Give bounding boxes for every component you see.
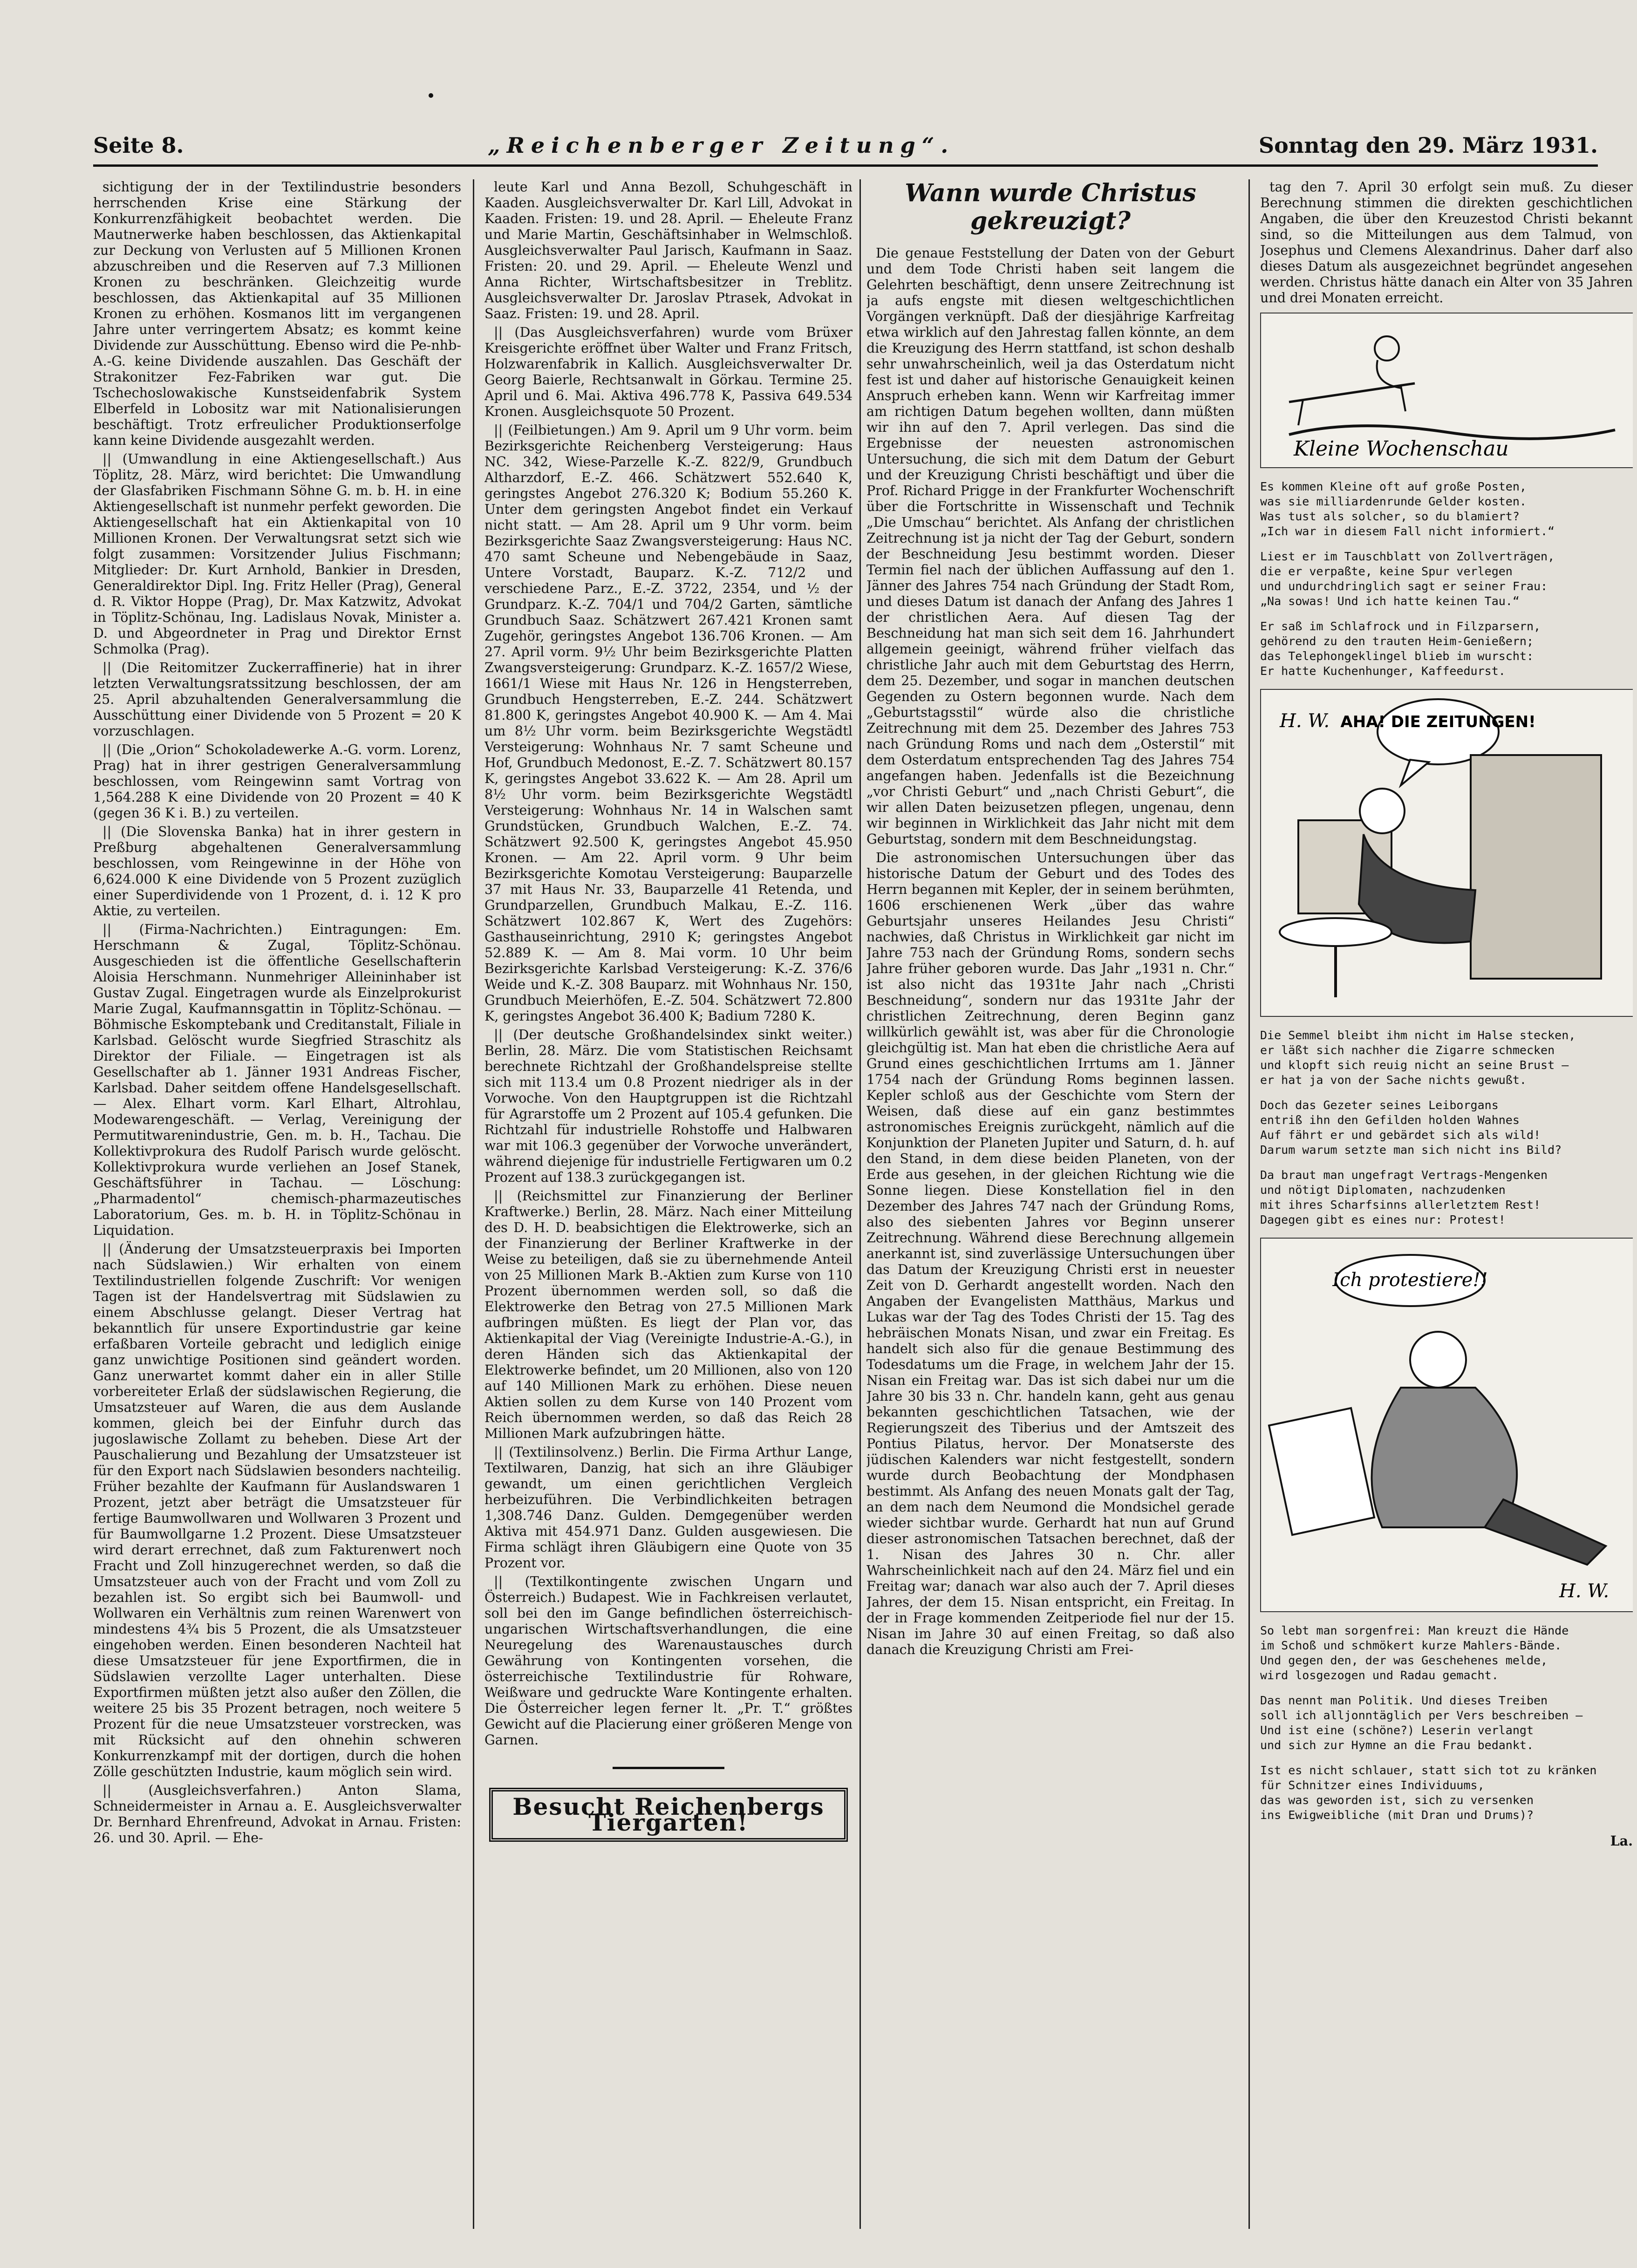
artist-signature: H. W. xyxy=(1559,1580,1610,1602)
column-rule xyxy=(859,179,861,2229)
speech-bubble: AHA! DIE ZEITUNGEN! xyxy=(1340,713,1536,731)
cartoon-protester-illustration xyxy=(1260,1238,1633,1612)
verse-stanza: Liest er im Tauschblatt von Zollverträgen, die er verpaßte, keine Spur verlegen und undurchdringlich sagt er seiner Frau: „Na sowas! Und ich hatte keinen Tau.“ xyxy=(1260,550,1555,608)
article-paragraph: || (Der deutsche Großhandelsindex sinkt weiter.) Berlin, 28. März. Die vom Statistischen Reichsamt berechnete Richtzahl der Großhandelspreise stellte sich mit 113.4 um 0.8 Prozent niedriger als in der Vorwoche. Von den Hauptgruppen ist die Richtzahl für Agrarstoffe um 2 Prozent auf 105.4 gefunken. Die Richtzahl für industrielle Rohstoffe und Halbwaren war mit 106.3 gegenüber der Vorwoche unverändert, während diejenige für industrielle Fertigwaren um 0.2 Prozent auf 138.3 zurückgegangen ist. xyxy=(484,1027,853,1185)
verse-stanza: Die Semmel bleibt ihm nicht im Halse stecken, er läßt sich nachher die Zigarre schmecken und klopft sich reuig nicht an seine Brust — er hat ja von der Sache nichts gewußt. xyxy=(1260,1028,1576,1087)
column-weekly-review xyxy=(1260,179,1633,2229)
print-speck xyxy=(429,93,433,98)
article-paragraph: || (Änderung der Umsatzsteuerpraxis bei Importen nach Südslawien.) Wir erhalten von einem Textilindustriellen folgende Zuschrift: Vor wenigen Tagen ist der Handelsvertrag mit Südslawien zu einem Abschlusse gelangt. Dieser Vertrag hat bekanntlich für unsere Exportindustrie gar keine erfaßbaren Vorteile gebracht und lediglich einige ganz unwichtige Positionen sind geändert worden. Ganz unerwartet kommt daher ein in aller Stille vorbereiteter Erlaß der südslawischen Regierung, die Umsatzsteuer auf Waren, die aus dem Auslande kommen, gleich bei der Einfuhr durch das jugoslawische Zollamt zu beheben. Diese Art der Pauschalierung und Bezahlung der Umsatzsteuer ist für den Export nach Südslawien besonders nachteilig. Früher bezahlte der Kaufmann für Auslandswaren 1 Prozent, jetzt aber beträgt die Umsatzsteuer für fertige Baumwollwaren und Wollwaren 3 Prozent und für Baumwollgarne 1.2 Prozent. Diese Umsatzsteuer wird derart errechnet, daß zum Fakturenwert noch Fracht und Zoll hinzugerechnet werden, so daß die Umsatzsteuer auch von der Fracht und vom Zoll zu bezahlen ist. So ergibt sich bei Baumwoll- und Wollwaren ein Verhältnis zum reinen Warenwert von mindestens 4¾ bis 5 Prozent, die als Umsatzsteuer eingehoben werden. Einen besonderen Nachteil hat diese Umsatzsteuer für jene Exportfirmen, die in Südslawien verzollte Lager unterhalten. Diese Exportfirmen müßten jetzt also außer den Zöllen, die weitere 25 bis 35 Prozent betragen, noch weitere 5 Prozent für die neue Umsatzsteuer vorstrecken, was mit Rücksicht auf den ohnehin schweren Konkurrenzkampf mit der dortigen, durch die hohen Zölle geschützten Industrie, kaum möglich sein wird. xyxy=(93,1241,461,1779)
cartoon-caption: Kleine Wochenschau xyxy=(1294,437,1509,461)
issue-date: Sonntag den 29. März 1931. xyxy=(1258,133,1598,158)
page-number: Seite 8. xyxy=(93,133,184,158)
article-paragraph: || (Feilbietungen.) Am 9. April um 9 Uhr vorm. beim Bezirksgerichte Reichenberg Versteigerung: Haus NC. 342, Wiese-Parzelle K.-Z. 822/9, Grundbuch Altharzdorf, E.-Z. 466. Schätzwert 552.640 K, geringstes Angebot 276.320 K; Bodium 55.260 K. Unter dem geringsten Angebot findet ein Verkauf nicht statt. — Am 28. April um 9 Uhr vorm. beim Bezirksgerichte Saaz Zwangsversteigerung: Haus NC. 470 samt Scheune und Nebengebäude in Saaz, Untere Vorstadt, Bauparz. K.-Z. 712/2 und verschiedene Parz., E.-Z. 3722, 2354, und ½ der Grundparz. K.-Z. 704/1 und 704/2 Garten, sämtliche Grundbuch Saaz. Schätzwert 267.421 Kronen samt Zugehör, geringstes Angebot 136.706 Kronen. — Am 27. April vorm. 9½ Uhr beim Bezirksgerichte Platten Zwangsversteigerung: Grundparz. K.-Z. 1657/2 Wiese, 1661/1 Wiese mit Haus Nr. 126 in Hengsterreben, Grundbuch Hengsterreben, E.-Z. 244. Schätzwert 81.800 K, geringstes Angebot 40.900 K. — Am 4. Mai um 8½ Uhr vorm. beim Bezirksgerichte Wegstädtl Versteigerung: Wohnhaus Nr. 7 samt Scheune und Hof, Grundbuch Medonost, E.-Z. 7. Schätzwert 80.157 K, geringstes Angebot 33.622 K. — Am 28. April um 8½ Uhr vorm. beim Bezirksgerichte Wegstädtl Versteigerung: Wohnhaus Nr. 14 in Walschen samt Grundstücken, Grundbuch Walchen, E.-Z. 74. Schätzwert 92.500 K, geringstes Angebot 45.950 Kronen. — Am 22. April vorm. 9 Uhr beim Bezirksgerichte Komotau Versteigerung: Bauparzelle 37 mit Haus Nr. 33, Bauparzelle 41 Retenda, und Grundparzellen, Grundbuch Malkau, E.-Z. 116. Schätzwert 102.867 K, Wert des Zugehörs: Gasthauseinrichtung, 2910 K; geringstes Angebot 52.889 K. — Am 8. Mai vorm. 10 Uhr beim Bezirksgerichte Karlsbad Versteigerung: K.-Z. 376/6 Weide und K.-Z. 308 Bauparz. mit Wohnhaus Nr. 150, Grundbuch Meierhöfen, E.-Z. 504. Schätzwert 72.800 K, geringstes Angebot 36.400 K; Badium 7280 K. xyxy=(484,422,853,1024)
article-paragraph: sichtigung der in der Textilindustrie besonders herrschenden Krise eine Stärkung der Konkurrenzfähigkeit beobachtet werden. Die Mautnerwerke haben beschlossen, das Aktienkapital zur Deckung von Verlusten auf 5 Millionen Kronen abzuschreiben und die Reserven auf 7.3 Millionen Kronen zu beschränken. Gleichzeitig wurde beschlossen, das Aktienkapital auf 35 Millionen Kronen zu erhöhen. Kosmanos litt im vergangenen Jahre unter verringertem Absatz; es kommt keine Dividende zur Ausschüttung. Ebenso wird die Pe-nhb-A.-G. keine Dividende auszahlen. Das Geschäft der Strakonitzer Fez-Fabriken war gut. Die Tschechoslowakische Kunstseidenfabrik System Elberfeld in Lobositz war mit Nationalisierungen beschäftigt. Trotz erfreulicher Produktionserfolge kann keine Dividende ausgezahlt werden. xyxy=(93,179,461,448)
column-rule xyxy=(1248,179,1250,2229)
article-paragraph: tag den 7. April 30 erfolgt sein muß. Zu dieser Berechnung stimmen die direkten geschichtlichen Angaben, die über den Kreuzestod Christi bekannt sind, so die Mitteilungen aus dem Talmud, von Josephus und Clemens Alexandrinus. Daher darf also dieses Datum als ausgezeichnet begründet angesehen werden. Christus hätte danach ein Alter von 35 Jahren und drei Monaten erreicht. xyxy=(1260,179,1633,306)
masthead: „Reichenberger Zeitung“. xyxy=(488,133,955,158)
verse-stanza: So lebt man sorgenfrei: Man kreuzt die Hände im Schoß und schmökert kurze Mahlers-Bände. Und gegen den, der was Geschehenes melde, wird losgezogen und Radau gemacht. xyxy=(1260,1624,1569,1682)
article-paragraph: || (Die Slovenska Banka) hat in ihrer gestern in Preßburg abgehaltenen Generalversammlung beschlossen, vom Reingewinne in der Höhe von 6,624.000 K eine Dividende von 5 Prozent zuzüglich einer Superdividende von 1 Prozent, d. i. 12 K pro Aktie, zu verteilen. xyxy=(93,824,461,919)
article-paragraph: || (Die „Orion“ Schokoladewerke A.-G. vorm. Lorenz, Prag) hat in ihrer gestrigen Generalversammlung beschlossen, vom Reingewinn samt Vortrag von 1,564.288 K eine Dividende von 20 Prozent = 40 K (gegen 36 K i. B.) zu verteilen. xyxy=(93,742,461,821)
page-header xyxy=(93,125,1598,167)
author-signature: La. xyxy=(1610,1833,1633,1849)
article-paragraph: || (Firma-Nachrichten.) Eintragungen: Em. Herschmann & Zugal, Töplitz-Schönau. Ausgeschieden ist die öffentliche Gesellschafterin Aloisia Herschmann. Nunmehriger Alleininhaber ist Gustav Zugal. Eingetragen wurde als Einzelprokurist Marie Zugal, Kaufmannsgattin in Töplitz-Schönau. — Böhmische Eskomptebank und Creditanstalt, Filiale in Karlsbad. Gelöscht wurde Siegfried Straschitz als Direktor der Filiale. — Eingetragen ist als Gesellschafter ab 1. Jänner 1931 Andreas Fischer, Karlsbad. Daher seitdem offene Handelsgesellschaft. — Alex. Elhart vorm. Karl Elhart, Altrohlau, Modewarengeschäft. — Verlag, Vereinigung der Permutitwarenindustrie, Gen. m. b. H., Tachau. Die Kollektivprokura des Rudolf Parisch wurde gelöscht. Kollektivprokura wurde verliehen an Josef Stanek, Geschäftsführer in Tachau. — Löschung: „Pharmadentol“ chemisch-pharmazeutisches Laboratorium, Ges. m. b. H. in Töplitz-Schönau in Liquidation. xyxy=(93,922,461,1238)
verse-stanza: Es kommen Kleine oft auf große Posten, was sie milliardenrunde Gelder kosten. Was tust als solcher, so du blamiert? „Ich war in diesem Fall nicht informiert.“ xyxy=(1260,480,1555,538)
cartoon-reader-illustration xyxy=(1260,689,1633,1017)
verse-stanza: Doch das Gezeter seines Leiborgans entriß ihn den Gefilden holden Wahnes Auf fährt er und gebärdet sich als wild! Darum warum setzte man sich nicht ins Bild? xyxy=(1260,1098,1562,1157)
zoo-advertisement: Besucht Reichenbergs Tiergarten! xyxy=(489,1788,848,1842)
cartoon-writer-illustration xyxy=(1260,313,1633,468)
article-paragraph: leute Karl und Anna Bezoll, Schuhgeschäft in Kaaden. Ausgleichsverwalter Dr. Karl Lill, Advokat in Kaaden. Fristen: 19. und 28. April. — Eheleute Franz und Marie Martin, Geschäftsinhaber in Welmschloß. Ausgleichsverwalter Paul Jarisch, Kaufmann in Saaz. Fristen: 20. und 29. April. — Eheleute Wenzl und Anna Richter, Wirtschaftsbesitzer in Treblitz. Ausgleichsverwalter Dr. Jaroslav Ptrasek, Advokat in Saaz. Fristen: 19. und 28. April. xyxy=(484,179,853,321)
article-paragraph: || (Umwandlung in eine Aktiengesellschaft.) Aus Töplitz, 28. März, wird berichtet: Die Umwandlung der Glasfabriken Fischmann Söhne G. m. b. H. in eine Aktiengesellschaft ist nunmehr perfekt geworden. Die Aktiengesellschaft hat ein Aktienkapital von 10 Millionen Kronen. Der Verwaltungsrat setzt sich wie folgt zusammen: Vorsitzender Julius Fischmann; Mitglieder: Dr. Kurt Arnhold, Bankier in Dresden, Generaldirektor Dipl. Ing. Fritz Heller (Prag), General d. R. Viktor Hoppe (Prag), Dr. Max Katzwitz, Advokat in Töplitz-Schönau, Ing. Ladislaus Novak, Minister a. D. und Abgeordneter in Prag und Direktor Ernst Schmolka (Prag). xyxy=(93,451,461,657)
column-christ-article xyxy=(866,179,1235,2229)
article-paragraph: || (Textilinsolvenz.) Berlin. Die Firma Arthur Lange, Textilwaren, Danzig, hat sich an ihre Gläubiger gewandt, um einen gerichtlichen Vergleich herbeizuführen. Die Verbindlichkeiten betragen 1,308.746 Danz. Gulden. Demgegenüber werden Aktiva mit 454.971 Danz. Gulden ausgewiesen. Die Firma schlägt ihren Gläubigern eine Quote von 35 Prozent vor. xyxy=(484,1444,853,1571)
article-paragraph: || (Ausgleichsverfahren.) Anton Slama, Schneidermeister in Arnau a. E. Ausgleichsverwalter Dr. Bernhard Ehrenfreund, Advokat in Arnau. Fristen: 26. und 30. April. — Ehe- xyxy=(93,1783,461,1846)
speech-bubble: Ich protestiere!! xyxy=(1332,1269,1488,1291)
verse-stanza: Da braut man ungefragt Vertrags-Mengenken und nötigt Diplomaten, nachzudenken mit ihres Scharfsinns allerletztem Rest! Dagegen gibt es eines nur: Protest! xyxy=(1260,1168,1548,1226)
article-paragraph: || (Textilkontingente zwischen Ungarn und Österreich.) Budapest. Wie in Fachkreisen verlautet, soll bei den im Gange befindlichen österreichisch-ungarischen Wirtschaftsverhandlungen, die eine Neuregelung des Warenaustausches durch Gewährung von Kontingenten vorsehen, die österreichische Textilindustrie für Rohware, Weißware und gedruckte Ware Kontingente erhalten. Die Österreicher legen ferner lt. „Pr. T.“ größtes Gewicht auf die Placierung einer größeren Menge von Garnen. xyxy=(484,1574,853,1748)
article-paragraph: Die astronomischen Untersuchungen über das historische Datum der Geburt und des Todes des Herrn begannen mit Kepler, der in seinem berühmten, 1606 erschienenen Werk „über das wahre Geburtsjahr unseres Heilandes Jesu Christi“ nachwies, daß Christus in Wirklichkeit gar nicht im Jahre 753 nach der Gründung Roms, sondern sechs Jahre früher geboren wurde. Das Jahr „1931 n. Chr.“ ist also nicht das 1931te Jahr nach „Christi Beschneidung“, sondern nur das 1931te Jahr der christlichen Zeitrechnung, deren Beginn ganz willkürlich gewählt ist, was aber für die Chronologie gleichgültig ist. Man hat eben die christliche Aera auf Grund eines geschichtlichen Irrtums am 1. Jänner 1754 nach der Gründung Roms beginnen lassen. Kepler schloß aus der Geschichte vom Stern der Weisen, daß diese auf ein ganz bestimmtes astronomisches Ereignis zurückgeht, nämlich auf die Konjunktion der Planeten Jupiter und Saturn, d. h. auf den Stand, in dem diese beiden Planeten, von der Erde aus gesehen, in der gleichen Richtung wie die Sonne liegen. Diese Konstellation fiel in den Dezember des Jahres 747 nach der Gründung Roms, also des siebenten Jahres vor Beginn unserer Zeitrechnung. Während diese Berechnung allgemein anerkannt ist, sind zuverlässige Untersuchungen über das Datum der Kreuzigung Christi erst in neuester Zeit von D. Gerhardt angestellt worden. Nach den Angaben der Evangelisten Matthäus, Markus und Lukas war der Tag des Todes Christi der 15. Tag des hebräischen Monats Nisan, und zwar ein Freitag. Es handelt sich also für die genaue Bestimmung des Todesdatums um die Frage, in welchem Jahr der 15. Nisan ein Freitag war. Das ist sich dabei nur um die Jahre 30 bis 33 n. Chr. handeln kann, geht aus genau bekannten geschichtlichen Tatsachen, wie der Regierungszeit des Tiberius und der Amtszeit des Pontius Pilatus, hervor. Der Monatserste des jüdischen Kalenders war nicht festgestellt, sondern wurde durch Beobachtung der Mondphasen bestimmt. Als Anfang des neuen Monats galt der Tag, an dem nach dem Neumond die Mondsichel gerade wieder sichtbar wurde. Gerhardt hat nun auf Grund dieser astronomischen Tatsachen berechnet, daß der 1. Nisan des Jahres 30 n. Chr. aller Wahrscheinlichkeit nach auf den 24. März fiel und ein Freitag war; danach war also auch der 7. April dieses Jahres, der dem 15. Nisan entspricht, ein Freitag. In der in Frage kommenden Zeitperiode fiel nur der 15. Nisan im Jahre 30 auf einen Freitag, so daß also danach die Kreuzigung Christi am Frei- xyxy=(866,850,1235,1657)
article-paragraph: || (Das Ausgleichsverfahren) wurde vom Brüxer Kreisgerichte eröffnet über Walter und Franz Fritsch, Holzwarenfabrik in Kallich. Ausgleichsverwalter Dr. Georg Baierle, Rechtsanwalt in Görkau. Termine 25. April und 6. Mai. Aktiva 496.778 K, Passiva 649.534 Kronen. Ausgleichsquote 50 Prozent. xyxy=(484,325,853,419)
artist-signature: H. W. xyxy=(1280,710,1330,732)
article-paragraph: || (Reichsmittel zur Finanzierung der Berliner Kraftwerke.) Berlin, 28. März. Nach einer Mitteilung des D. H. D. beabsichtigen die Elektrowerke, sich an der Finanzierung der Berliner Kraftwerke in der Weise zu beteiligen, daß sie zu übernehmende Anteil von 25 Millionen Mark B.-Aktien zum Kurse von 110 Prozent übernommen werden soll, so daß die Elektrowerke den Betrag von 27.5 Millionen Mark aufbringen müßten. Es liegt der Plan vor, das Aktienkapital der Viag (Vereinigte Industrie-A.-G.), in deren Händen sich das Aktienkapital der Elektrowerke befindet, um 20 Millionen, also von 120 auf 140 Millionen Mark zu erhöhen. Diese neuen Aktien sollen zu dem Kurse von 140 Prozent vom Reich übernommen werden, so daß das Reich 28 Millionen Mark aufzubringen hätte. xyxy=(484,1188,853,1441)
verse-stanza: Er saß im Schlafrock und in Filzparsern, gehörend zu den trauten Heim-Genießern; das Telephongeklingel blieb im wurscht: Er hatte Kuchenhunger, Kaffeedurst. xyxy=(1260,620,1541,678)
article-title: Wann wurde Christus gekreuzigt? xyxy=(905,179,1196,235)
column-economy-2 xyxy=(484,179,853,2229)
column-rule xyxy=(473,179,474,2229)
article-paragraph: || (Die Reitomitzer Zuckerraffinerie) hat in ihrer letzten Verwaltungsratssitzung beschlossen, der am 25. April abzuhaltenden Generalversammlung die Ausschüttung einer Dividende von 5 Prozent = 20 K vorzuschlagen. xyxy=(93,660,461,739)
section-separator xyxy=(613,1767,724,1769)
verse-stanza: Ist es nicht schlauer, statt sich tot zu kränken für Schnitzer eines Individuums, das was geworden ist, sich zu versenken ins Ewigweibliche (mit Dran und Drums)? xyxy=(1260,1764,1597,1822)
verse-stanza: Das nennt man Politik. Und dieses Treiben soll ich alljonntäglich per Vers beschreiben — Und ist eine (schöne?) Leserin verlangt und sich zur Hymne an die Frau bedankt. xyxy=(1260,1694,1583,1752)
article-paragraph: Die genaue Feststellung der Daten von der Geburt und dem Tode Christi haben seit langem die Gelehrten beschäftigt, denn unsere Zeitrechnung ist ja aufs engste mit diesen weltgeschichtlichen Vorgängen verknüpft. Daß der diesjährige Karfreitag etwa wirklich auf den Jahrestag fallen könnte, an dem die Kreuzigung des Herrn stattfand, ist schon deshalb sehr unwahrscheinlich, weil ja das Osterdatum nicht fest ist und daher auf historische Genauigkeit keinen Anspruch erheben kann. Wenn wir Karfreitag immer am richtigen Datum begehen wollten, dann müßten wir ihn auf den 7. April verlegen. Das sind die Ergebnisse der neuesten astronomischen Untersuchung, die sich mit dem Datum der Geburt und der Kreuzigung Christi beschäftigt und über die Prof. Richard Prigge in der Frankfurter Wochenschrift über die Fortschritte in Wissenschaft und Technik „Die Umschau“ berichtet. Als Anfang der christlichen Zeitrechnung ist ja nicht der Tag der Geburt, sondern der Beschneidung Jesu bestimmt worden. Dieser Termin fiel nach der üblichen Auffassung auf den 1. Jänner des Jahres 754 nach Gründung der Stadt Rom, und dieses Datum ist danach der Anfang des Jahres 1 der christlichen Aera. Auf diesen Tag der Beschneidung hat man sich seit dem 16. Jahrhundert allgemein geeinigt, während früher vielfach das christliche Jahr auch mit dem Geburtstag des Herrn, dem 25. Dezember, und sogar in manchen deutschen Gegenden zu Ostern begonnen wurde. Nach dem „Geburtstagsstil“ würde also die christliche Zeitrechnung mit dem 25. Dezember des Jahres 753 nach Gründung Roms und nach dem „Osterstil“ mit dem Osterdatum entsprechenden Tag des Jahres 754 angefangen haben. Jedenfalls ist die Bezeichnung „vor Christi Geburt“ und „nach Christi Geburt“, die wir allen Daten beizusetzen pflegen, ungenau, denn wir beginnen in Wirklichkeit das Jahr nicht mit dem Geburtstag, sondern mit dem Beschneidungstag. xyxy=(866,245,1235,847)
column-economy-1 xyxy=(93,179,461,2229)
